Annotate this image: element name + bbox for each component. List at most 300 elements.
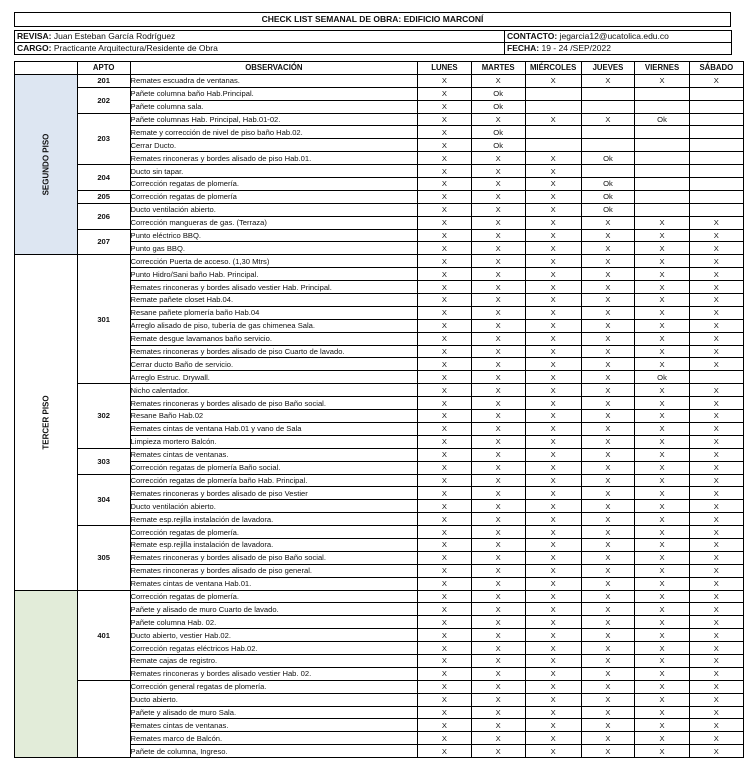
mark-jueves: X — [581, 319, 635, 332]
mark-lunes: X — [418, 190, 471, 203]
mark-jueves: X — [581, 216, 635, 229]
mark-sabado: X — [689, 410, 743, 423]
mark-miercoles — [525, 100, 581, 113]
mark-jueves: X — [581, 603, 635, 616]
observation-cell: Ducto ventilación abierto. — [130, 203, 418, 216]
mark-lunes: X — [418, 165, 471, 178]
mark-sabado: X — [689, 667, 743, 680]
mark-sabado — [689, 371, 743, 384]
mark-miercoles: X — [525, 152, 581, 165]
observation-cell: Limpieza mortero Balcón. — [130, 435, 418, 448]
mark-viernes — [635, 126, 689, 139]
mark-viernes — [635, 139, 689, 152]
mark-martes: X — [471, 642, 525, 655]
observation-cell: Ducto abierto. — [130, 693, 418, 706]
mark-jueves: X — [581, 255, 635, 268]
document-title: CHECK LIST SEMANAL DE OBRA: EDIFICIO MARCONÍ — [14, 12, 731, 27]
mark-martes: X — [471, 487, 525, 500]
mark-viernes: X — [635, 410, 689, 423]
revisa-value: Juan Esteban García Rodríguez — [53, 31, 176, 41]
mark-miercoles: X — [525, 229, 581, 242]
mark-viernes: X — [635, 216, 689, 229]
mark-martes: X — [471, 255, 525, 268]
mark-martes: X — [471, 719, 525, 732]
mark-sabado — [689, 100, 743, 113]
mark-sabado: X — [689, 216, 743, 229]
mark-lunes: X — [418, 551, 471, 564]
mark-viernes — [635, 152, 689, 165]
mark-miercoles: X — [525, 590, 581, 603]
table-row — [15, 474, 744, 487]
fecha-label: FECHA: — [507, 43, 540, 53]
observation-cell: Remate esp.rejilla instalación de lavadora. — [130, 513, 418, 526]
mark-jueves: X — [581, 422, 635, 435]
contacto-cell — [505, 31, 732, 43]
mark-miercoles: X — [525, 242, 581, 255]
mark-jueves: X — [581, 461, 635, 474]
mark-lunes: X — [418, 126, 471, 139]
mark-sabado: X — [689, 345, 743, 358]
mark-martes: X — [471, 165, 525, 178]
apto-cell: 207 — [77, 229, 130, 255]
mark-martes: X — [471, 358, 525, 371]
mark-jueves: X — [581, 513, 635, 526]
mark-lunes: X — [418, 345, 471, 358]
mark-sabado: X — [689, 487, 743, 500]
mark-viernes: X — [635, 435, 689, 448]
mark-martes: Ok — [471, 100, 525, 113]
mark-sabado: X — [689, 306, 743, 319]
mark-viernes: X — [635, 281, 689, 294]
mark-sabado: X — [689, 577, 743, 590]
mark-martes: X — [471, 294, 525, 307]
mark-martes: X — [471, 306, 525, 319]
mark-jueves: X — [581, 590, 635, 603]
mark-miercoles: X — [525, 654, 581, 667]
mark-sabado: X — [689, 693, 743, 706]
mark-martes: X — [471, 113, 525, 126]
mark-jueves — [581, 87, 635, 100]
mark-miercoles: X — [525, 74, 581, 87]
mark-miercoles: X — [525, 448, 581, 461]
mark-jueves: X — [581, 577, 635, 590]
mark-lunes: X — [418, 603, 471, 616]
mark-jueves: X — [581, 242, 635, 255]
mark-lunes: X — [418, 100, 471, 113]
mark-viernes: X — [635, 268, 689, 281]
mark-miercoles: X — [525, 371, 581, 384]
header-miercoles: MIÉRCOLES — [525, 62, 581, 75]
observation-cell: Remates cintas de ventanas. — [130, 719, 418, 732]
mark-martes: X — [471, 732, 525, 745]
mark-lunes: X — [418, 564, 471, 577]
floor-label-cell — [15, 74, 78, 254]
observation-cell: Punto Hidro/Sani baño Hab. Principal. — [130, 268, 418, 281]
observation-cell: Corrección Puerta de acceso. (1,30 Mtrs) — [130, 255, 418, 268]
mark-miercoles: X — [525, 113, 581, 126]
mark-lunes: X — [418, 616, 471, 629]
mark-sabado: X — [689, 242, 743, 255]
mark-lunes: X — [418, 590, 471, 603]
mark-jueves: X — [581, 538, 635, 551]
mark-miercoles: X — [525, 306, 581, 319]
mark-miercoles — [525, 126, 581, 139]
mark-miercoles: X — [525, 487, 581, 500]
observation-cell: Corrección general regatas de plomería. — [130, 680, 418, 693]
floor-label: TERCER PISO — [41, 395, 51, 450]
observation-cell: Punto gas BBQ. — [130, 242, 418, 255]
mark-martes: X — [471, 629, 525, 642]
mark-lunes: X — [418, 268, 471, 281]
mark-viernes: X — [635, 474, 689, 487]
mark-lunes: X — [418, 680, 471, 693]
mark-viernes: X — [635, 706, 689, 719]
mark-miercoles: X — [525, 680, 581, 693]
mark-sabado: X — [689, 629, 743, 642]
mark-martes: X — [471, 564, 525, 577]
mark-martes: X — [471, 693, 525, 706]
observation-cell: Pañete y alisado de muro Cuarto de lavado. — [130, 603, 418, 616]
mark-lunes: X — [418, 255, 471, 268]
mark-lunes: X — [418, 306, 471, 319]
mark-lunes: X — [418, 500, 471, 513]
mark-lunes: X — [418, 526, 471, 539]
mark-jueves: Ok — [581, 190, 635, 203]
mark-jueves: X — [581, 113, 635, 126]
observation-cell: Remates rinconeras y bordes alisado vestier Hab. Principal. — [130, 281, 418, 294]
mark-sabado: X — [689, 538, 743, 551]
mark-lunes: X — [418, 294, 471, 307]
mark-viernes: X — [635, 306, 689, 319]
mark-miercoles: X — [525, 719, 581, 732]
mark-martes: X — [471, 616, 525, 629]
mark-viernes: X — [635, 577, 689, 590]
mark-miercoles: X — [525, 319, 581, 332]
mark-miercoles: X — [525, 345, 581, 358]
observation-cell: Remates rinconeras y bordes alisado vestier Hab. 02. — [130, 667, 418, 680]
mark-jueves: X — [581, 474, 635, 487]
mark-sabado — [689, 165, 743, 178]
mark-martes: X — [471, 745, 525, 758]
mark-martes: X — [471, 397, 525, 410]
mark-viernes: X — [635, 294, 689, 307]
mark-viernes: X — [635, 500, 689, 513]
mark-jueves: X — [581, 74, 635, 87]
mark-martes: X — [471, 577, 525, 590]
mark-sabado: X — [689, 448, 743, 461]
mark-martes: X — [471, 538, 525, 551]
mark-miercoles: X — [525, 603, 581, 616]
mark-viernes: X — [635, 564, 689, 577]
mark-jueves: X — [581, 732, 635, 745]
mark-miercoles: X — [525, 513, 581, 526]
mark-miercoles: X — [525, 616, 581, 629]
apto-cell: 204 — [77, 165, 130, 191]
mark-jueves: X — [581, 719, 635, 732]
mark-sabado: X — [689, 706, 743, 719]
observation-cell: Pañete de columna, Ingreso. — [130, 745, 418, 758]
mark-viernes: X — [635, 538, 689, 551]
mark-martes: Ok — [471, 139, 525, 152]
mark-viernes: X — [635, 332, 689, 345]
observation-cell: Remates rinconeras y bordes alisado de piso Hab.01. — [130, 152, 418, 165]
mark-martes: X — [471, 410, 525, 423]
mark-miercoles: X — [525, 358, 581, 371]
mark-martes: X — [471, 526, 525, 539]
mark-jueves: X — [581, 448, 635, 461]
observation-cell: Remates rinconeras y bordes alisado de piso Vestier — [130, 487, 418, 500]
mark-viernes: X — [635, 319, 689, 332]
observation-cell: Pañete columnas Hab. Principal, Hab.01-02. — [130, 113, 418, 126]
mark-viernes: X — [635, 422, 689, 435]
table-row — [15, 680, 744, 693]
mark-sabado: X — [689, 358, 743, 371]
checklist-body — [15, 74, 744, 757]
mark-viernes: X — [635, 590, 689, 603]
header-observacion: OBSERVACIÓN — [130, 62, 418, 75]
mark-lunes: X — [418, 384, 471, 397]
floor-label-cell — [15, 590, 78, 758]
mark-martes: X — [471, 190, 525, 203]
header-martes: MARTES — [471, 62, 525, 75]
mark-lunes: X — [418, 435, 471, 448]
mark-sabado: X — [689, 500, 743, 513]
mark-jueves: X — [581, 500, 635, 513]
mark-viernes: X — [635, 616, 689, 629]
mark-miercoles: X — [525, 629, 581, 642]
mark-martes: X — [471, 474, 525, 487]
mark-miercoles: X — [525, 745, 581, 758]
mark-martes: X — [471, 345, 525, 358]
table-row — [15, 229, 744, 242]
mark-jueves: X — [581, 526, 635, 539]
mark-sabado: X — [689, 616, 743, 629]
observation-cell: Remate desgue lavamanos baño servicio. — [130, 332, 418, 345]
contacto-label: CONTACTO: — [507, 31, 558, 41]
mark-jueves: X — [581, 268, 635, 281]
observation-cell: Pañete columna Hab. 02. — [130, 616, 418, 629]
mark-martes: X — [471, 319, 525, 332]
mark-miercoles: X — [525, 178, 581, 191]
observation-cell: Corrección regatas de plomería — [130, 190, 418, 203]
mark-miercoles: X — [525, 474, 581, 487]
mark-sabado: X — [689, 719, 743, 732]
mark-lunes: X — [418, 732, 471, 745]
table-row — [15, 203, 744, 216]
mark-martes: X — [471, 603, 525, 616]
mark-jueves: X — [581, 654, 635, 667]
header-row — [15, 62, 744, 75]
mark-jueves: X — [581, 745, 635, 758]
mark-lunes: X — [418, 448, 471, 461]
mark-miercoles: X — [525, 332, 581, 345]
mark-miercoles: X — [525, 667, 581, 680]
mark-miercoles: X — [525, 281, 581, 294]
mark-sabado — [689, 178, 743, 191]
mark-sabado — [689, 152, 743, 165]
observation-cell: Remates rinconeras y bordes alisado de piso Baño social. — [130, 397, 418, 410]
mark-viernes: X — [635, 654, 689, 667]
mark-sabado: X — [689, 745, 743, 758]
table-row — [15, 448, 744, 461]
apto-cell: 401 — [77, 590, 130, 680]
observation-cell: Pañete columna sala. — [130, 100, 418, 113]
table-row — [15, 165, 744, 178]
mark-viernes — [635, 165, 689, 178]
mark-sabado: X — [689, 435, 743, 448]
mark-miercoles — [525, 87, 581, 100]
mark-jueves — [581, 100, 635, 113]
mark-miercoles: X — [525, 732, 581, 745]
mark-sabado — [689, 126, 743, 139]
mark-martes: Ok — [471, 87, 525, 100]
mark-sabado: X — [689, 255, 743, 268]
mark-jueves: X — [581, 294, 635, 307]
contacto-value: jegarcia12@ucatolica.edu.co — [559, 31, 669, 41]
mark-jueves: X — [581, 410, 635, 423]
observation-cell: Remate pañete closet Hab.04. — [130, 294, 418, 307]
mark-jueves: X — [581, 345, 635, 358]
mark-martes: X — [471, 216, 525, 229]
mark-miercoles: X — [525, 500, 581, 513]
observation-cell: Remates marco de Balcón. — [130, 732, 418, 745]
mark-martes: X — [471, 500, 525, 513]
mark-sabado — [689, 113, 743, 126]
mark-martes: X — [471, 706, 525, 719]
mark-sabado: X — [689, 642, 743, 655]
observation-cell: Remates rinconeras y bordes alisado de piso Cuarto de lavado. — [130, 345, 418, 358]
mark-jueves: X — [581, 680, 635, 693]
mark-martes: X — [471, 152, 525, 165]
apto-cell: 302 — [77, 384, 130, 448]
mark-lunes: X — [418, 642, 471, 655]
mark-viernes: X — [635, 384, 689, 397]
mark-martes: X — [471, 203, 525, 216]
apto-cell: 301 — [77, 255, 130, 384]
cargo-cell — [15, 43, 505, 55]
mark-lunes: X — [418, 74, 471, 87]
mark-jueves: X — [581, 306, 635, 319]
mark-lunes: X — [418, 461, 471, 474]
mark-miercoles: X — [525, 564, 581, 577]
cargo-label: CARGO: — [17, 43, 52, 53]
mark-jueves: X — [581, 551, 635, 564]
mark-miercoles: X — [525, 693, 581, 706]
mark-jueves: X — [581, 281, 635, 294]
mark-martes: X — [471, 448, 525, 461]
mark-sabado — [689, 190, 743, 203]
observation-cell: Remates rinconeras y bordes alisado de piso Baño social. — [130, 551, 418, 564]
mark-lunes: X — [418, 422, 471, 435]
mark-lunes: X — [418, 397, 471, 410]
mark-lunes: X — [418, 139, 471, 152]
mark-viernes: Ok — [635, 113, 689, 126]
observation-cell: Corrección regatas de plomería. — [130, 526, 418, 539]
mark-viernes — [635, 190, 689, 203]
mark-lunes: X — [418, 242, 471, 255]
mark-martes: X — [471, 435, 525, 448]
mark-martes: X — [471, 513, 525, 526]
observation-cell: Corrección regatas de plomería. — [130, 590, 418, 603]
mark-sabado: X — [689, 294, 743, 307]
mark-jueves: Ok — [581, 203, 635, 216]
mark-jueves: X — [581, 358, 635, 371]
mark-viernes: X — [635, 732, 689, 745]
mark-miercoles: X — [525, 294, 581, 307]
mark-lunes: X — [418, 667, 471, 680]
mark-viernes: X — [635, 397, 689, 410]
mark-miercoles: X — [525, 526, 581, 539]
apto-cell: 303 — [77, 448, 130, 474]
mark-viernes: X — [635, 526, 689, 539]
mark-miercoles: X — [525, 190, 581, 203]
apto-cell: 202 — [77, 87, 130, 113]
mark-sabado: X — [689, 74, 743, 87]
mark-viernes: X — [635, 345, 689, 358]
observation-cell: Remates cintas de ventanas. — [130, 448, 418, 461]
mark-sabado — [689, 87, 743, 100]
mark-jueves: X — [581, 332, 635, 345]
mark-jueves: X — [581, 642, 635, 655]
mark-sabado: X — [689, 590, 743, 603]
checklist-table — [14, 61, 744, 758]
mark-lunes: X — [418, 654, 471, 667]
mark-miercoles: X — [525, 551, 581, 564]
mark-martes: X — [471, 371, 525, 384]
mark-viernes: X — [635, 358, 689, 371]
mark-miercoles: X — [525, 268, 581, 281]
mark-martes: X — [471, 229, 525, 242]
mark-miercoles: X — [525, 461, 581, 474]
mark-miercoles: X — [525, 397, 581, 410]
mark-martes: X — [471, 268, 525, 281]
mark-sabado: X — [689, 461, 743, 474]
mark-martes: Ok — [471, 126, 525, 139]
mark-lunes: X — [418, 332, 471, 345]
mark-lunes: X — [418, 113, 471, 126]
mark-viernes: Ok — [635, 371, 689, 384]
observation-cell: Pañete y alisado de muro Sala. — [130, 706, 418, 719]
table-row — [15, 74, 744, 87]
cargo-value: Practicante Arquitectura/Residente de Obra — [53, 43, 218, 53]
observation-cell: Corrección regatas de plomería Baño social. — [130, 461, 418, 474]
observation-cell: Remate cajas de registro. — [130, 654, 418, 667]
mark-jueves: X — [581, 229, 635, 242]
apto-cell: 305 — [77, 526, 130, 590]
mark-viernes — [635, 178, 689, 191]
mark-lunes: X — [418, 87, 471, 100]
mark-viernes: X — [635, 255, 689, 268]
mark-jueves: X — [581, 564, 635, 577]
mark-martes: X — [471, 332, 525, 345]
mark-martes: X — [471, 590, 525, 603]
observation-cell: Resane pañete plomería baño Hab.04 — [130, 306, 418, 319]
info-block — [14, 30, 732, 55]
mark-jueves: Ok — [581, 178, 635, 191]
mark-lunes: X — [418, 577, 471, 590]
fecha-value: 19 - 24 /SEP/2022 — [541, 43, 611, 53]
observation-cell: Remates cintas de ventana Hab.01. — [130, 577, 418, 590]
mark-lunes: X — [418, 178, 471, 191]
apto-cell: 205 — [77, 190, 130, 203]
mark-sabado: X — [689, 654, 743, 667]
mark-sabado: X — [689, 397, 743, 410]
mark-miercoles: X — [525, 538, 581, 551]
observation-cell: Remates rinconeras y bordes alisado de piso general. — [130, 564, 418, 577]
table-row — [15, 255, 744, 268]
apto-cell: 203 — [77, 113, 130, 165]
mark-viernes: X — [635, 242, 689, 255]
